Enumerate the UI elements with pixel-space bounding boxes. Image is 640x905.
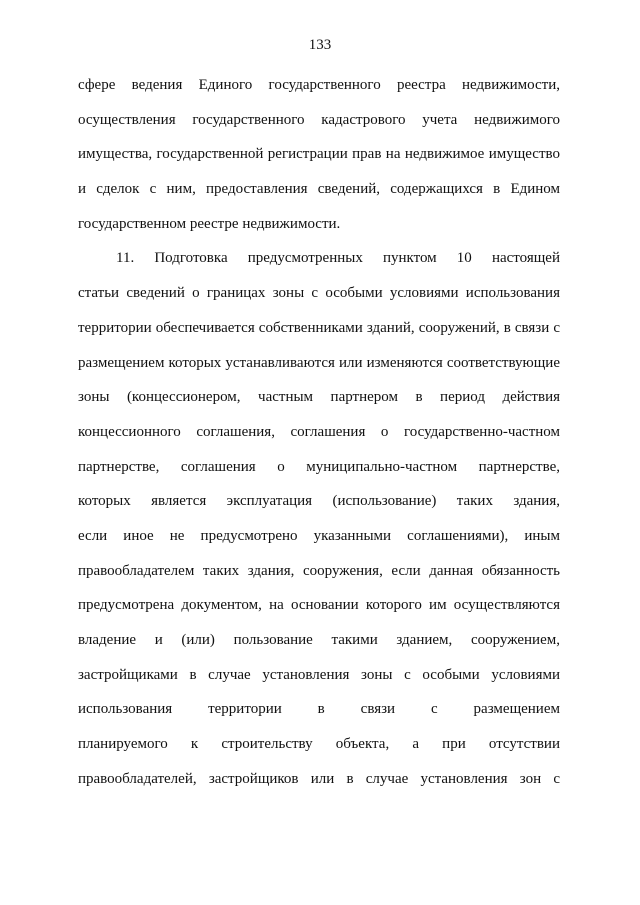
text-line: правообладателей, застройщиков или в случае установления зон с <box>78 770 560 787</box>
text-line: предусмотрена документом, на основании которого им осуществляются <box>78 597 560 614</box>
text-line: сфере ведения Единого государственного реестра недвижимости, <box>78 77 560 93</box>
text-line: 11. Подготовка предусмотренных пунктом 10 настоящей <box>116 250 560 267</box>
text-line: осуществления государственного кадастрового учета недвижимого <box>78 111 560 128</box>
text-line: застройщиками в случае установления зоны с особыми условиями <box>78 666 560 683</box>
text-line: планируемого к строительству объекта, а при отсутствии <box>78 736 560 753</box>
text-line: и сделок с ним, предоставления сведений, содержащихся в Едином <box>78 181 560 198</box>
document-body <box>78 68 560 796</box>
text-line: территории обеспечивается собственниками зданий, сооружений, в связи с <box>78 319 560 336</box>
text-line: если иное не предусмотрено указанными соглашениями), иным <box>78 527 560 544</box>
text-line: использования территории в связи с размещением <box>78 701 560 718</box>
text-line: правообладателем таких здания, сооружения, если данная обязанность <box>78 562 560 579</box>
text-line: владение и (или) пользование такими зданием, сооружением, <box>78 632 560 648</box>
text-line: статьи сведений о границах зоны с особыми условиями использования <box>78 285 560 302</box>
text-line: концессионного соглашения, соглашения о государственно-частном <box>78 423 560 440</box>
text-line: размещением которых устанавливаются или изменяются соответствующие <box>78 354 560 371</box>
text-line: имущества, государственной регистрации прав на недвижимое имущество <box>78 146 560 163</box>
text-line: которых является эксплуатация (использование) таких здания, <box>78 493 560 510</box>
text-line: государственном реестре недвижимости. <box>78 215 341 232</box>
text-line: зоны (концессионером, частным партнером в период действия <box>78 389 560 406</box>
page-number: 133 <box>308 37 332 53</box>
text-line: партнерстве, соглашения о муниципально-частном партнерстве, <box>78 458 560 475</box>
